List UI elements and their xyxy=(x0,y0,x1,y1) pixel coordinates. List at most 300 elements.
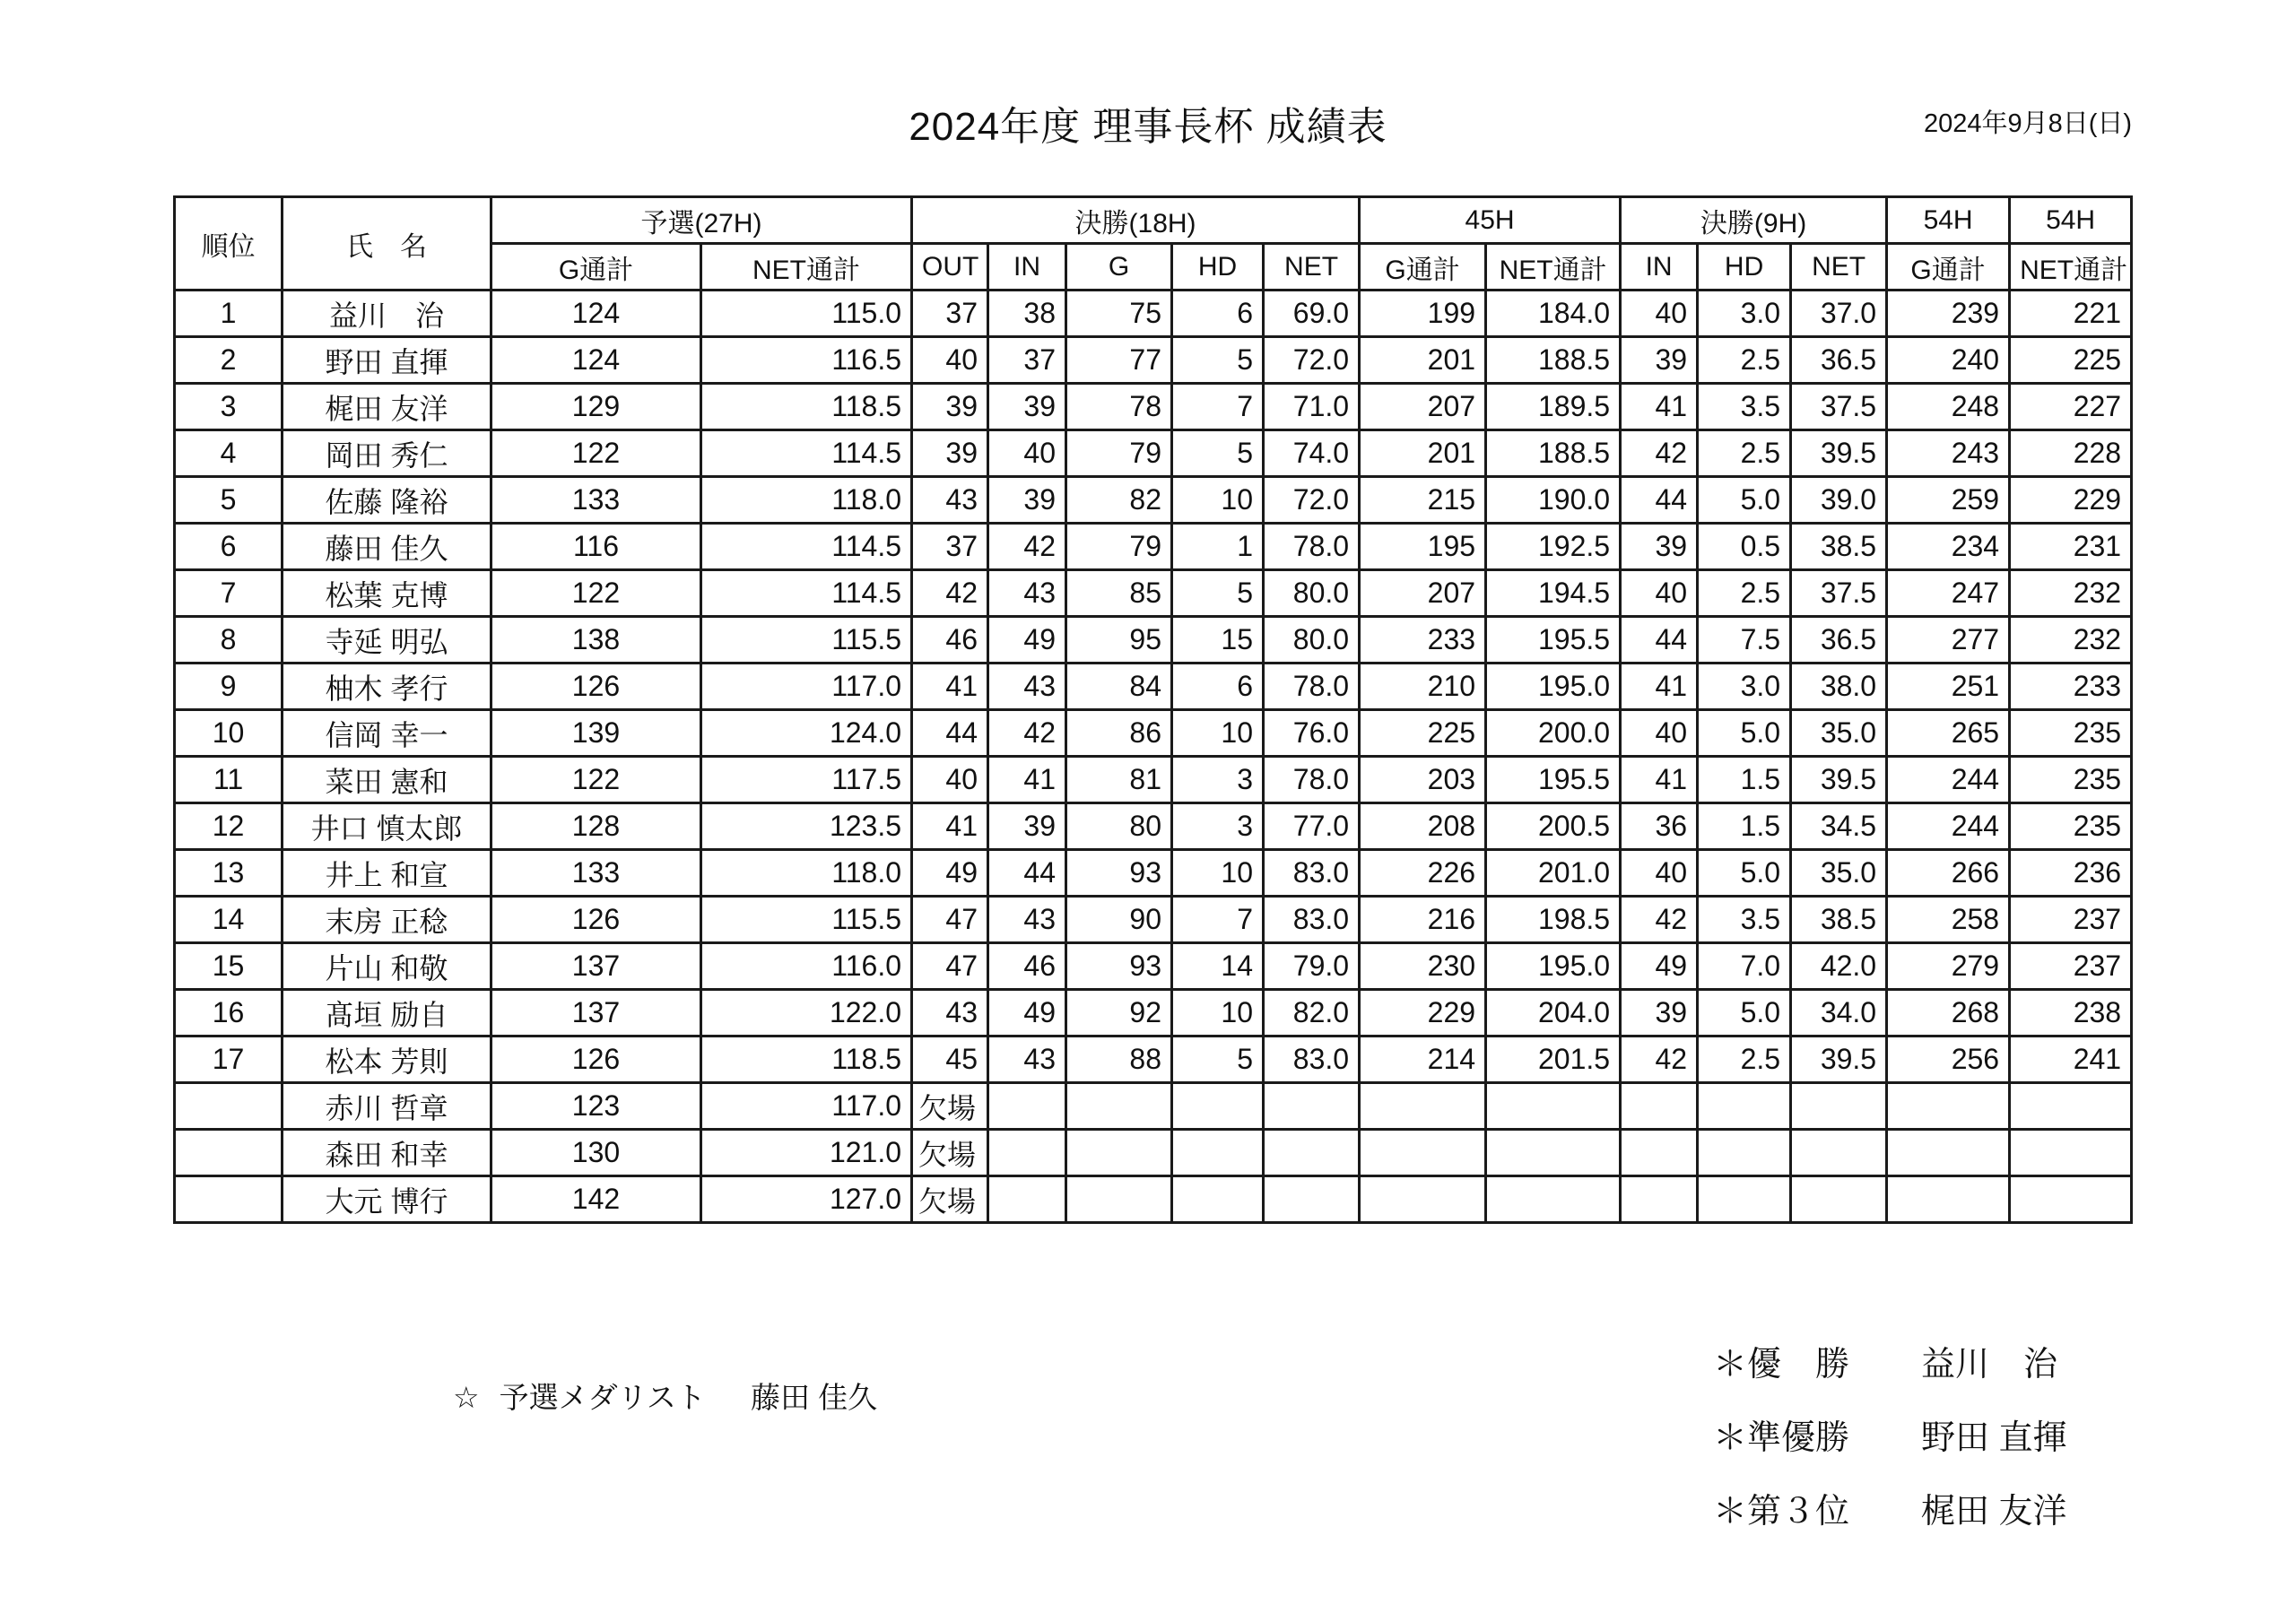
cell-f9-in xyxy=(1621,1083,1698,1130)
cell-in: 39 xyxy=(988,803,1066,850)
header-45h-g: G通計 xyxy=(1360,244,1486,291)
award-name: 益川 治 xyxy=(1921,1346,2058,1383)
cell-54h-g: 243 xyxy=(1887,430,2010,477)
cell-f9-net: 42.0 xyxy=(1791,943,1887,990)
cell-54h-g: 234 xyxy=(1887,524,2010,570)
cell-net: 83.0 xyxy=(1264,897,1360,943)
cell-in: 37 xyxy=(988,337,1066,384)
table-row xyxy=(175,1083,2132,1130)
cell-54h-g: 279 xyxy=(1887,943,2010,990)
cell-45h-net: 200.5 xyxy=(1486,803,1621,850)
cell-45h-g: 201 xyxy=(1360,430,1486,477)
cell-prelim-net: 121.0 xyxy=(701,1130,912,1176)
cell-name: 梶田 友洋 xyxy=(283,384,491,430)
cell-out: 43 xyxy=(912,990,988,1037)
table-row xyxy=(175,757,2132,803)
cell-in xyxy=(988,1130,1066,1176)
cell-name: 末房 正稔 xyxy=(283,897,491,943)
cell-g: 75 xyxy=(1066,291,1172,337)
cell-rank: 12 xyxy=(175,803,283,850)
cell-f9-in: 39 xyxy=(1621,524,1698,570)
cell-f9-net: 36.5 xyxy=(1791,617,1887,664)
header-prelim-net: NET通計 xyxy=(701,244,912,291)
cell-f9-hd: 5.0 xyxy=(1698,850,1791,897)
cell-in: 43 xyxy=(988,570,1066,617)
cell-f9-hd xyxy=(1698,1176,1791,1223)
cell-54h-net: 221 xyxy=(2010,291,2132,337)
cell-45h-g: 229 xyxy=(1360,990,1486,1037)
cell-54h-net: 228 xyxy=(2010,430,2132,477)
cell-f9-hd xyxy=(1698,1130,1791,1176)
cell-45h-net xyxy=(1486,1083,1621,1130)
header-net: NET xyxy=(1264,244,1360,291)
header-final18-group: 決勝(18H) xyxy=(912,197,1360,244)
cell-45h-net: 192.5 xyxy=(1486,524,1621,570)
cell-g: 85 xyxy=(1066,570,1172,617)
cell-hd: 7 xyxy=(1172,384,1264,430)
cell-54h-g: 266 xyxy=(1887,850,2010,897)
cell-out: 41 xyxy=(912,664,988,710)
cell-prelim-net: 117.0 xyxy=(701,664,912,710)
cell-45h-g: 203 xyxy=(1360,757,1486,803)
cell-in: 43 xyxy=(988,664,1066,710)
cell-f9-hd: 2.5 xyxy=(1698,570,1791,617)
cell-out: 49 xyxy=(912,850,988,897)
cell-hd: 10 xyxy=(1172,477,1264,524)
table-row xyxy=(175,524,2132,570)
cell-54h-net: 235 xyxy=(2010,710,2132,757)
cell-g xyxy=(1066,1083,1172,1130)
cell-g: 92 xyxy=(1066,990,1172,1037)
cell-g xyxy=(1066,1130,1172,1176)
cell-net: 82.0 xyxy=(1264,990,1360,1037)
cell-in: 44 xyxy=(988,850,1066,897)
cell-45h-net: 201.5 xyxy=(1486,1037,1621,1083)
cell-45h-net: 204.0 xyxy=(1486,990,1621,1037)
cell-prelim-net: 115.5 xyxy=(701,617,912,664)
cell-45h-net: 195.5 xyxy=(1486,617,1621,664)
cell-hd: 5 xyxy=(1172,570,1264,617)
cell-f9-net: 35.0 xyxy=(1791,710,1887,757)
cell-in: 49 xyxy=(988,617,1066,664)
cell-name: 赤川 哲章 xyxy=(283,1083,491,1130)
cell-f9-in: 42 xyxy=(1621,1037,1698,1083)
table-row xyxy=(175,337,2132,384)
table-row xyxy=(175,943,2132,990)
cell-hd: 15 xyxy=(1172,617,1264,664)
cell-g: 77 xyxy=(1066,337,1172,384)
award-row-third xyxy=(1713,1483,2067,1557)
cell-45h-g: 207 xyxy=(1360,570,1486,617)
cell-prelim-net: 123.5 xyxy=(701,803,912,850)
cell-f9-net: 38.0 xyxy=(1791,664,1887,710)
cell-54h-g xyxy=(1887,1130,2010,1176)
cell-rank: 16 xyxy=(175,990,283,1037)
cell-54h-g: 268 xyxy=(1887,990,2010,1037)
cell-f9-in: 42 xyxy=(1621,897,1698,943)
cell-f9-hd: 5.0 xyxy=(1698,990,1791,1037)
cell-45h-g xyxy=(1360,1083,1486,1130)
table-row xyxy=(175,477,2132,524)
cell-45h-net: 190.0 xyxy=(1486,477,1621,524)
cell-net: 79.0 xyxy=(1264,943,1360,990)
header-54h-net: NET通計 xyxy=(2010,244,2132,291)
cell-45h-net: 194.5 xyxy=(1486,570,1621,617)
cell-54h-g: 265 xyxy=(1887,710,2010,757)
cell-g: 82 xyxy=(1066,477,1172,524)
cell-54h-net: 233 xyxy=(2010,664,2132,710)
cell-out: 37 xyxy=(912,524,988,570)
cell-54h-g: 258 xyxy=(1887,897,2010,943)
cell-out: 欠場 xyxy=(912,1083,988,1130)
cell-f9-in: 40 xyxy=(1621,291,1698,337)
cell-net: 77.0 xyxy=(1264,803,1360,850)
cell-hd: 6 xyxy=(1172,664,1264,710)
table-row xyxy=(175,1176,2132,1223)
cell-f9-net: 35.0 xyxy=(1791,850,1887,897)
cell-g: 81 xyxy=(1066,757,1172,803)
cell-rank xyxy=(175,1130,283,1176)
cell-f9-net: 37.5 xyxy=(1791,570,1887,617)
cell-prelim-net: 118.5 xyxy=(701,1037,912,1083)
header-final9-group: 決勝(9H) xyxy=(1621,197,1887,244)
cell-name: 森田 和幸 xyxy=(283,1130,491,1176)
award-row-winner xyxy=(1713,1336,2067,1409)
cell-rank: 14 xyxy=(175,897,283,943)
cell-45h-net: 188.5 xyxy=(1486,430,1621,477)
cell-prelim-net: 116.0 xyxy=(701,943,912,990)
cell-net: 74.0 xyxy=(1264,430,1360,477)
cell-in: 38 xyxy=(988,291,1066,337)
cell-prelim-g: 142 xyxy=(491,1176,701,1223)
cell-f9-in: 39 xyxy=(1621,990,1698,1037)
cell-f9-in xyxy=(1621,1176,1698,1223)
table-row xyxy=(175,990,2132,1037)
cell-54h-g: 259 xyxy=(1887,477,2010,524)
cell-54h-g: 277 xyxy=(1887,617,2010,664)
results-table xyxy=(173,195,2133,1224)
header-54h-g: G通計 xyxy=(1887,244,2010,291)
cell-45h-net: 184.0 xyxy=(1486,291,1621,337)
cell-f9-in: 42 xyxy=(1621,430,1698,477)
cell-net: 69.0 xyxy=(1264,291,1360,337)
cell-rank: 13 xyxy=(175,850,283,897)
cell-name: 寺延 明弘 xyxy=(283,617,491,664)
cell-name: 菜田 憲和 xyxy=(283,757,491,803)
event-date: 2024年9月8日(日) xyxy=(1924,109,2133,138)
cell-f9-net: 37.0 xyxy=(1791,291,1887,337)
cell-in xyxy=(988,1176,1066,1223)
cell-prelim-g: 137 xyxy=(491,943,701,990)
cell-54h-net: 232 xyxy=(2010,617,2132,664)
cell-54h-net: 236 xyxy=(2010,850,2132,897)
header-row-groups xyxy=(175,197,2132,244)
cell-45h-g: 225 xyxy=(1360,710,1486,757)
cell-rank: 4 xyxy=(175,430,283,477)
cell-prelim-g: 124 xyxy=(491,337,701,384)
cell-prelim-g: 122 xyxy=(491,757,701,803)
cell-name: 大元 博行 xyxy=(283,1176,491,1223)
cell-54h-net: 237 xyxy=(2010,897,2132,943)
award-name: 梶田 友洋 xyxy=(1921,1493,2067,1531)
header-name: 氏 名 xyxy=(283,197,491,291)
cell-f9-in: 40 xyxy=(1621,850,1698,897)
cell-g: 88 xyxy=(1066,1037,1172,1083)
cell-54h-g: 244 xyxy=(1887,757,2010,803)
cell-f9-in: 40 xyxy=(1621,570,1698,617)
header-in: IN xyxy=(988,244,1066,291)
cell-g: 80 xyxy=(1066,803,1172,850)
cell-f9-hd xyxy=(1698,1083,1791,1130)
cell-f9-net: 34.5 xyxy=(1791,803,1887,850)
cell-45h-g: 214 xyxy=(1360,1037,1486,1083)
cell-45h-net xyxy=(1486,1176,1621,1223)
cell-g: 93 xyxy=(1066,850,1172,897)
cell-out: 45 xyxy=(912,1037,988,1083)
cell-prelim-net: 117.5 xyxy=(701,757,912,803)
cell-45h-g xyxy=(1360,1130,1486,1176)
cell-prelim-g: 133 xyxy=(491,477,701,524)
cell-rank xyxy=(175,1083,283,1130)
medalist-name: 藤田 佳久 xyxy=(750,1381,878,1414)
cell-prelim-g: 137 xyxy=(491,990,701,1037)
header-45h-net: NET通計 xyxy=(1486,244,1621,291)
cell-f9-in: 40 xyxy=(1621,710,1698,757)
cell-name: 野田 直揮 xyxy=(283,337,491,384)
cell-prelim-net: 115.0 xyxy=(701,291,912,337)
cell-name: 佐藤 隆裕 xyxy=(283,477,491,524)
cell-prelim-g: 138 xyxy=(491,617,701,664)
table-row xyxy=(175,384,2132,430)
cell-out: 47 xyxy=(912,943,988,990)
cell-prelim-g: 122 xyxy=(491,570,701,617)
cell-prelim-net: 116.5 xyxy=(701,337,912,384)
cell-54h-net: 235 xyxy=(2010,803,2132,850)
cell-rank: 1 xyxy=(175,291,283,337)
cell-out: 41 xyxy=(912,803,988,850)
table-row xyxy=(175,803,2132,850)
cell-prelim-net: 122.0 xyxy=(701,990,912,1037)
cell-rank: 7 xyxy=(175,570,283,617)
cell-name: 岡田 秀仁 xyxy=(283,430,491,477)
cell-net: 78.0 xyxy=(1264,524,1360,570)
header-54h-g-group: 54H xyxy=(1887,197,2010,244)
cell-45h-net: 195.5 xyxy=(1486,757,1621,803)
cell-f9-hd: 1.5 xyxy=(1698,803,1791,850)
cell-out: 欠場 xyxy=(912,1130,988,1176)
cell-in: 43 xyxy=(988,897,1066,943)
cell-prelim-g: 124 xyxy=(491,291,701,337)
cell-prelim-net: 114.5 xyxy=(701,570,912,617)
cell-54h-g: 244 xyxy=(1887,803,2010,850)
cell-hd: 5 xyxy=(1172,1037,1264,1083)
cell-45h-net: 201.0 xyxy=(1486,850,1621,897)
cell-45h-net: 188.5 xyxy=(1486,337,1621,384)
table-row xyxy=(175,897,2132,943)
cell-rank: 10 xyxy=(175,710,283,757)
cell-f9-in: 41 xyxy=(1621,384,1698,430)
cell-f9-net: 34.0 xyxy=(1791,990,1887,1037)
table-row xyxy=(175,291,2132,337)
cell-f9-net: 39.5 xyxy=(1791,1037,1887,1083)
header-g: G xyxy=(1066,244,1172,291)
cell-54h-net: 235 xyxy=(2010,757,2132,803)
cell-prelim-net: 114.5 xyxy=(701,524,912,570)
cell-prelim-g: 129 xyxy=(491,384,701,430)
cell-prelim-g: 133 xyxy=(491,850,701,897)
cell-f9-hd: 2.5 xyxy=(1698,430,1791,477)
header-f9-net: NET xyxy=(1791,244,1887,291)
header-hd: HD xyxy=(1172,244,1264,291)
cell-f9-net: 39.5 xyxy=(1791,430,1887,477)
header-f9-hd: HD xyxy=(1698,244,1791,291)
cell-f9-hd: 3.0 xyxy=(1698,291,1791,337)
cell-net: 83.0 xyxy=(1264,850,1360,897)
cell-in: 39 xyxy=(988,384,1066,430)
cell-name: 井上 和宣 xyxy=(283,850,491,897)
cell-net: 72.0 xyxy=(1264,477,1360,524)
cell-45h-g: 199 xyxy=(1360,291,1486,337)
cell-hd: 3 xyxy=(1172,803,1264,850)
cell-hd: 10 xyxy=(1172,990,1264,1037)
cell-54h-g: 239 xyxy=(1887,291,2010,337)
cell-out: 46 xyxy=(912,617,988,664)
cell-f9-in: 49 xyxy=(1621,943,1698,990)
cell-54h-net xyxy=(2010,1176,2132,1223)
cell-net: 83.0 xyxy=(1264,1037,1360,1083)
cell-net: 80.0 xyxy=(1264,570,1360,617)
cell-45h-net: 189.5 xyxy=(1486,384,1621,430)
table-row xyxy=(175,1130,2132,1176)
cell-rank: 8 xyxy=(175,617,283,664)
cell-54h-net xyxy=(2010,1130,2132,1176)
table-row xyxy=(175,617,2132,664)
cell-hd: 5 xyxy=(1172,337,1264,384)
header-45h-group: 45H xyxy=(1360,197,1621,244)
cell-in xyxy=(988,1083,1066,1130)
cell-prelim-g: 123 xyxy=(491,1083,701,1130)
cell-in: 42 xyxy=(988,710,1066,757)
cell-f9-net: 39.0 xyxy=(1791,477,1887,524)
cell-45h-net: 200.0 xyxy=(1486,710,1621,757)
medalist-label: 予選メダリスト xyxy=(499,1381,706,1414)
cell-g: 95 xyxy=(1066,617,1172,664)
cell-45h-g xyxy=(1360,1176,1486,1223)
cell-net: 72.0 xyxy=(1264,337,1360,384)
cell-45h-net: 195.0 xyxy=(1486,664,1621,710)
cell-f9-hd: 3.5 xyxy=(1698,897,1791,943)
cell-hd: 10 xyxy=(1172,850,1264,897)
cell-hd xyxy=(1172,1176,1264,1223)
cell-f9-hd: 3.5 xyxy=(1698,384,1791,430)
award-label: ＊第３位 xyxy=(1713,1493,1850,1531)
table-row xyxy=(175,850,2132,897)
header-prelim-g: G通計 xyxy=(491,244,701,291)
cell-f9-hd: 3.0 xyxy=(1698,664,1791,710)
cell-prelim-net: 114.5 xyxy=(701,430,912,477)
cell-name: 松本 芳則 xyxy=(283,1037,491,1083)
table-row xyxy=(175,664,2132,710)
cell-g: 78 xyxy=(1066,384,1172,430)
cell-54h-net: 229 xyxy=(2010,477,2132,524)
cell-f9-hd: 5.0 xyxy=(1698,710,1791,757)
cell-f9-in xyxy=(1621,1130,1698,1176)
cell-45h-g: 207 xyxy=(1360,384,1486,430)
cell-g: 84 xyxy=(1066,664,1172,710)
cell-out: 42 xyxy=(912,570,988,617)
cell-rank: 5 xyxy=(175,477,283,524)
cell-54h-net: 238 xyxy=(2010,990,2132,1037)
cell-prelim-g: 126 xyxy=(491,897,701,943)
cell-hd: 10 xyxy=(1172,710,1264,757)
cell-45h-g: 216 xyxy=(1360,897,1486,943)
cell-54h-net: 237 xyxy=(2010,943,2132,990)
cell-rank: 17 xyxy=(175,1037,283,1083)
cell-f9-hd: 7.0 xyxy=(1698,943,1791,990)
cell-g: 86 xyxy=(1066,710,1172,757)
cell-prelim-g: 116 xyxy=(491,524,701,570)
table-row xyxy=(175,430,2132,477)
cell-hd: 14 xyxy=(1172,943,1264,990)
cell-54h-g: 240 xyxy=(1887,337,2010,384)
cell-54h-g: 251 xyxy=(1887,664,2010,710)
cell-54h-net: 232 xyxy=(2010,570,2132,617)
cell-out: 43 xyxy=(912,477,988,524)
cell-45h-g: 195 xyxy=(1360,524,1486,570)
cell-net xyxy=(1264,1176,1360,1223)
cell-in: 39 xyxy=(988,477,1066,524)
cell-45h-g: 201 xyxy=(1360,337,1486,384)
header-54h-net-group: 54H xyxy=(2010,197,2132,244)
cell-f9-hd: 7.5 xyxy=(1698,617,1791,664)
cell-45h-g: 208 xyxy=(1360,803,1486,850)
cell-f9-in: 36 xyxy=(1621,803,1698,850)
cell-net: 78.0 xyxy=(1264,757,1360,803)
cell-hd: 5 xyxy=(1172,430,1264,477)
page-title: 2024年度 理事長杯 成績表 xyxy=(909,105,1387,149)
cell-f9-net: 39.5 xyxy=(1791,757,1887,803)
cell-name: 片山 和敬 xyxy=(283,943,491,990)
cell-prelim-net: 117.0 xyxy=(701,1083,912,1130)
cell-45h-g: 210 xyxy=(1360,664,1486,710)
cell-45h-net xyxy=(1486,1130,1621,1176)
header-prelim-group: 予選(27H) xyxy=(491,197,912,244)
cell-prelim-net: 118.0 xyxy=(701,850,912,897)
cell-prelim-g: 130 xyxy=(491,1130,701,1176)
star-icon: ☆ xyxy=(453,1381,480,1414)
table-row xyxy=(175,710,2132,757)
cell-f9-in: 41 xyxy=(1621,757,1698,803)
cell-f9-net xyxy=(1791,1083,1887,1130)
cell-rank: 9 xyxy=(175,664,283,710)
cell-in: 49 xyxy=(988,990,1066,1037)
cell-net: 80.0 xyxy=(1264,617,1360,664)
cell-net: 78.0 xyxy=(1264,664,1360,710)
cell-prelim-g: 126 xyxy=(491,1037,701,1083)
award-row-runner-up xyxy=(1713,1409,2067,1483)
medalist-note xyxy=(453,1375,877,1417)
cell-prelim-net: 115.5 xyxy=(701,897,912,943)
cell-g xyxy=(1066,1176,1172,1223)
cell-f9-net xyxy=(1791,1130,1887,1176)
cell-prelim-net: 118.0 xyxy=(701,477,912,524)
cell-f9-net: 37.5 xyxy=(1791,384,1887,430)
cell-in: 43 xyxy=(988,1037,1066,1083)
cell-prelim-net: 127.0 xyxy=(701,1176,912,1223)
cell-name: 信岡 幸一 xyxy=(283,710,491,757)
cell-45h-g: 230 xyxy=(1360,943,1486,990)
cell-54h-net: 225 xyxy=(2010,337,2132,384)
